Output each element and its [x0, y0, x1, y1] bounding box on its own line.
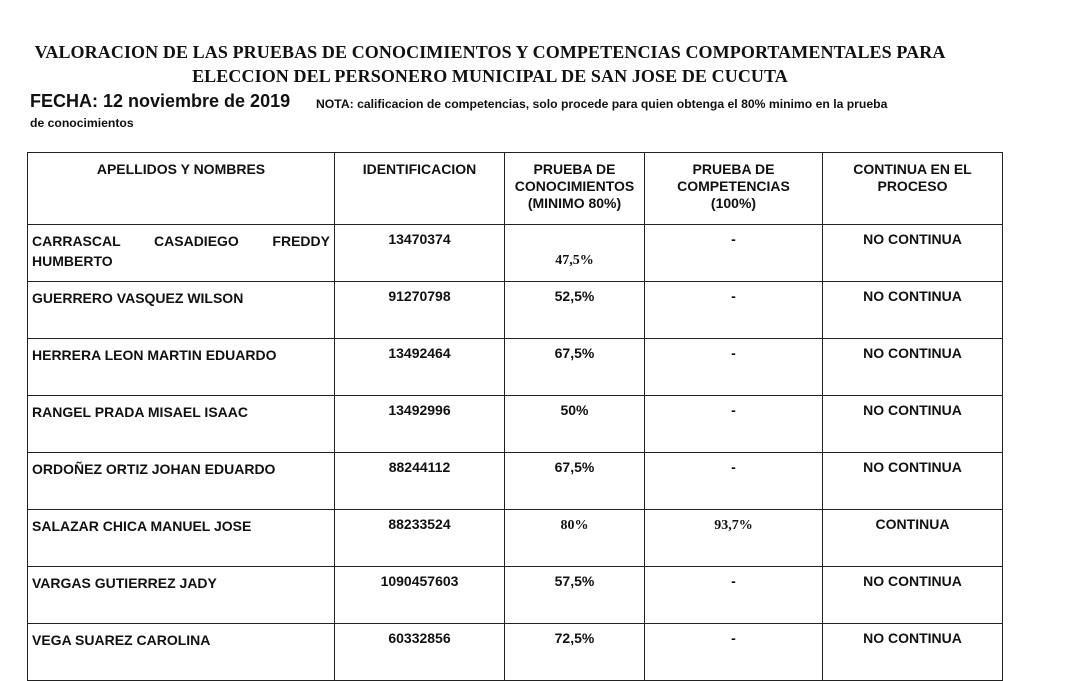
cell-name: RANGEL PRADA MISAEL ISAAC: [28, 396, 335, 453]
cell-id: 13470374: [335, 225, 505, 282]
header-id: IDENTIFICACION: [335, 153, 505, 225]
cell-continua: NO CONTINUA: [823, 453, 1003, 510]
table-row: [28, 282, 1003, 339]
header-competencias: PRUEBA DE COMPETENCIAS (100%): [645, 153, 823, 225]
cell-conocimientos: 50%: [505, 396, 645, 453]
table-row: [28, 339, 1003, 396]
cell-continua: NO CONTINUA: [823, 225, 1003, 282]
cell-competencias: -: [645, 225, 823, 282]
table-row: [28, 396, 1003, 453]
table-row: [28, 510, 1003, 567]
cell-name: SALAZAR CHICA MANUEL JOSE: [28, 510, 335, 567]
cell-continua: NO CONTINUA: [823, 282, 1003, 339]
document-title-line-2: ELECCION DEL PERSONERO MUNICIPAL DE SAN JOSE DE CUCUTA: [192, 66, 788, 86]
cell-continua: NO CONTINUA: [823, 567, 1003, 624]
table-row: [28, 567, 1003, 624]
cell-id: 88244112: [335, 453, 505, 510]
cell-continua: NO CONTINUA: [823, 339, 1003, 396]
header-conocimientos: PRUEBA DE CONOCIMIENTOS (MINIMO 80%): [505, 153, 645, 225]
cell-competencias: -: [645, 339, 823, 396]
note-line-1: NOTA: calificacion de competencias, solo procede para quien obtenga el 80% minimo en la prueba: [316, 97, 888, 111]
note-line-2: de conocimientos: [30, 116, 134, 130]
results-table: [27, 152, 1003, 681]
document-date: FECHA: 12 noviembre de 2019: [30, 91, 291, 111]
cell-conocimientos: 80%: [505, 510, 645, 567]
cell-conocimientos: 52,5%: [505, 282, 645, 339]
cell-name: CARRASCAL CASADIEGO FREDDY HUMBERTO: [28, 225, 335, 282]
cell-conocimientos: 57,5%: [505, 567, 645, 624]
cell-id: 13492996: [335, 396, 505, 453]
cell-name: VEGA SUAREZ CAROLINA: [28, 624, 335, 681]
cell-name: GUERRERO VASQUEZ WILSON: [28, 282, 335, 339]
cell-conocimientos: 67,5%: [505, 453, 645, 510]
cell-continua: NO CONTINUA: [823, 396, 1003, 453]
cell-competencias: -: [645, 282, 823, 339]
cell-competencias: -: [645, 396, 823, 453]
cell-id: 60332856: [335, 624, 505, 681]
cell-conocimientos: 47,5%: [505, 225, 645, 282]
cell-name: ORDOÑEZ ORTIZ JOHAN EDUARDO: [28, 453, 335, 510]
table-row: [28, 453, 1003, 510]
cell-competencias: -: [645, 453, 823, 510]
cell-id: 88233524: [335, 510, 505, 567]
header-continua: CONTINUA EN EL PROCESO: [823, 153, 1003, 225]
table-header-row: [28, 153, 1003, 225]
cell-competencias: 93,7%: [645, 510, 823, 567]
cell-conocimientos: 72,5%: [505, 624, 645, 681]
cell-id: 1090457603: [335, 567, 505, 624]
cell-competencias: -: [645, 624, 823, 681]
cell-conocimientos: 67,5%: [505, 339, 645, 396]
header-name: APELLIDOS Y NOMBRES: [28, 153, 335, 225]
table-row: [28, 225, 1003, 282]
document-title-line-1: VALORACION DE LAS PRUEBAS DE CONOCIMIENTOS Y COMPETENCIAS COMPORTAMENTALES PARA: [34, 42, 946, 62]
cell-id: 13492464: [335, 339, 505, 396]
cell-name: HERRERA LEON MARTIN EDUARDO: [28, 339, 335, 396]
cell-id: 91270798: [335, 282, 505, 339]
cell-continua: NO CONTINUA: [823, 624, 1003, 681]
cell-name: VARGAS GUTIERREZ JADY: [28, 567, 335, 624]
cell-continua: CONTINUA: [823, 510, 1003, 567]
table-row: [28, 624, 1003, 681]
cell-competencias: -: [645, 567, 823, 624]
